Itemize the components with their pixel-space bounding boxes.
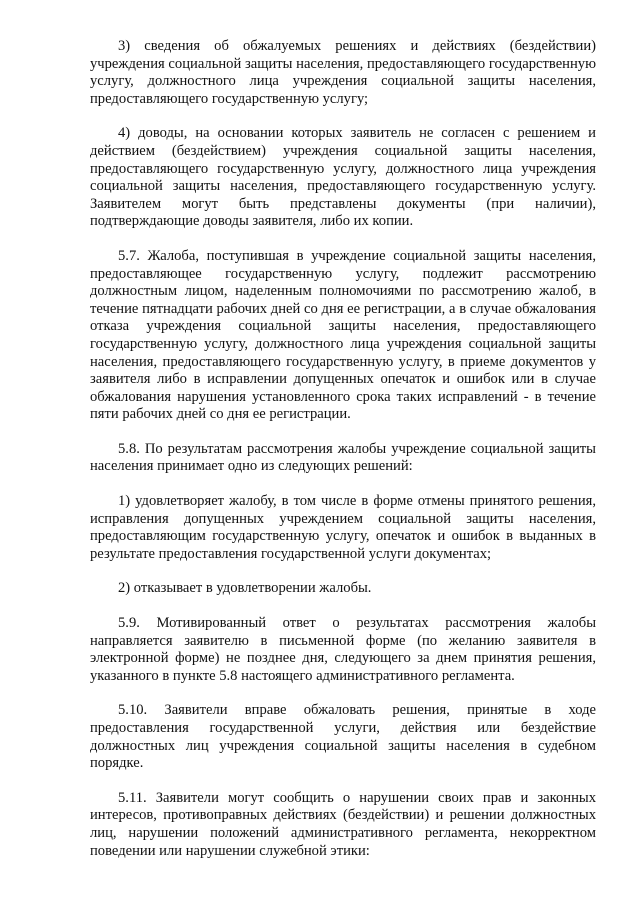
paragraph-item-4-arguments: 4) доводы, на основании которых заявитель не согласен с решением и действием (бездействием) учреждения социальной защиты населения, предоставляющего государственную услугу, должностного лица учреждения социальной защиты населения, предоставляющего государственную услугу. Заявителем могут быть представлены документы (при наличии), подтверждающие доводы заявителя, либо их копии. bbox=[90, 125, 596, 230]
paragraph-decision-1-satisfy: 1) удовлетворяет жалобу, в том числе в форме отмены принятого решения, исправления допущенных учреждением социальной защиты населения, предоставляющим государственную услугу, опечаток и ошибок в выданных в результате предоставления государственной услуги документах; bbox=[90, 493, 596, 562]
paragraph-item-3-complaint-subject: 3) сведения об обжалуемых решениях и действиях (бездействии) учреждения социальной защиты населения, предоставляющего государственную услугу, должностного лица учреждения социальной защиты населения, предоставляющего государственную услугу; bbox=[90, 38, 596, 107]
document-page bbox=[90, 38, 596, 877]
paragraph-5-9-reasoned-answer: 5.9. Мотивированный ответ о результатах рассмотрения жалобы направляется заявителю в письменной форме (по желанию заявителя в электронной форме) не позднее дня, следующего за днем принятия решения, указанного в пункте 5.8 настоящего административного регламента. bbox=[90, 615, 596, 684]
paragraph-5-11-report-violations: 5.11. Заявители могут сообщить о нарушении своих прав и законных интересов, противоправных действиях (бездействии) и решении должностных лиц, нарушении положений административного регламента, некорректном поведении или нарушении служебной этики: bbox=[90, 789, 596, 859]
paragraph-5-10-judicial-appeal: 5.10. Заявители вправе обжаловать решения, принятые в ходе предоставления государственной услуги, действия или бездействие должностных лиц учреждения социальной защиты населения в судебном порядке. bbox=[90, 702, 596, 772]
paragraph-decision-2-refuse: 2) отказывает в удовлетворении жалобы. bbox=[118, 580, 372, 597]
paragraph-5-7-review-period: 5.7. Жалоба, поступившая в учреждение социальной защиты населения, предоставляющее государственную услугу, подлежит рассмотрению должностным лицом, наделенным полномочиями по рассмотрению жалоб, в течение пятнадцати рабочих дней со дня ее регистрации, а в случае обжалования отказа учреждения социальной защиты населения, предоставляющего государственную услугу, должностного лица учреждения социальной защиты населения, предоставляющего государственную услугу, в приеме документов у заявителя либо в исправлении допущенных опечаток и ошибок или в случае обжалования нарушения установленного срока таких исправлений - в течение пяти рабочих дней со дня ее регистрации. bbox=[90, 247, 596, 423]
paragraph-5-8-decisions: 5.8. По результатам рассмотрения жалобы учреждение социальной защиты населения принимает одно из следующих решений: bbox=[90, 440, 596, 475]
